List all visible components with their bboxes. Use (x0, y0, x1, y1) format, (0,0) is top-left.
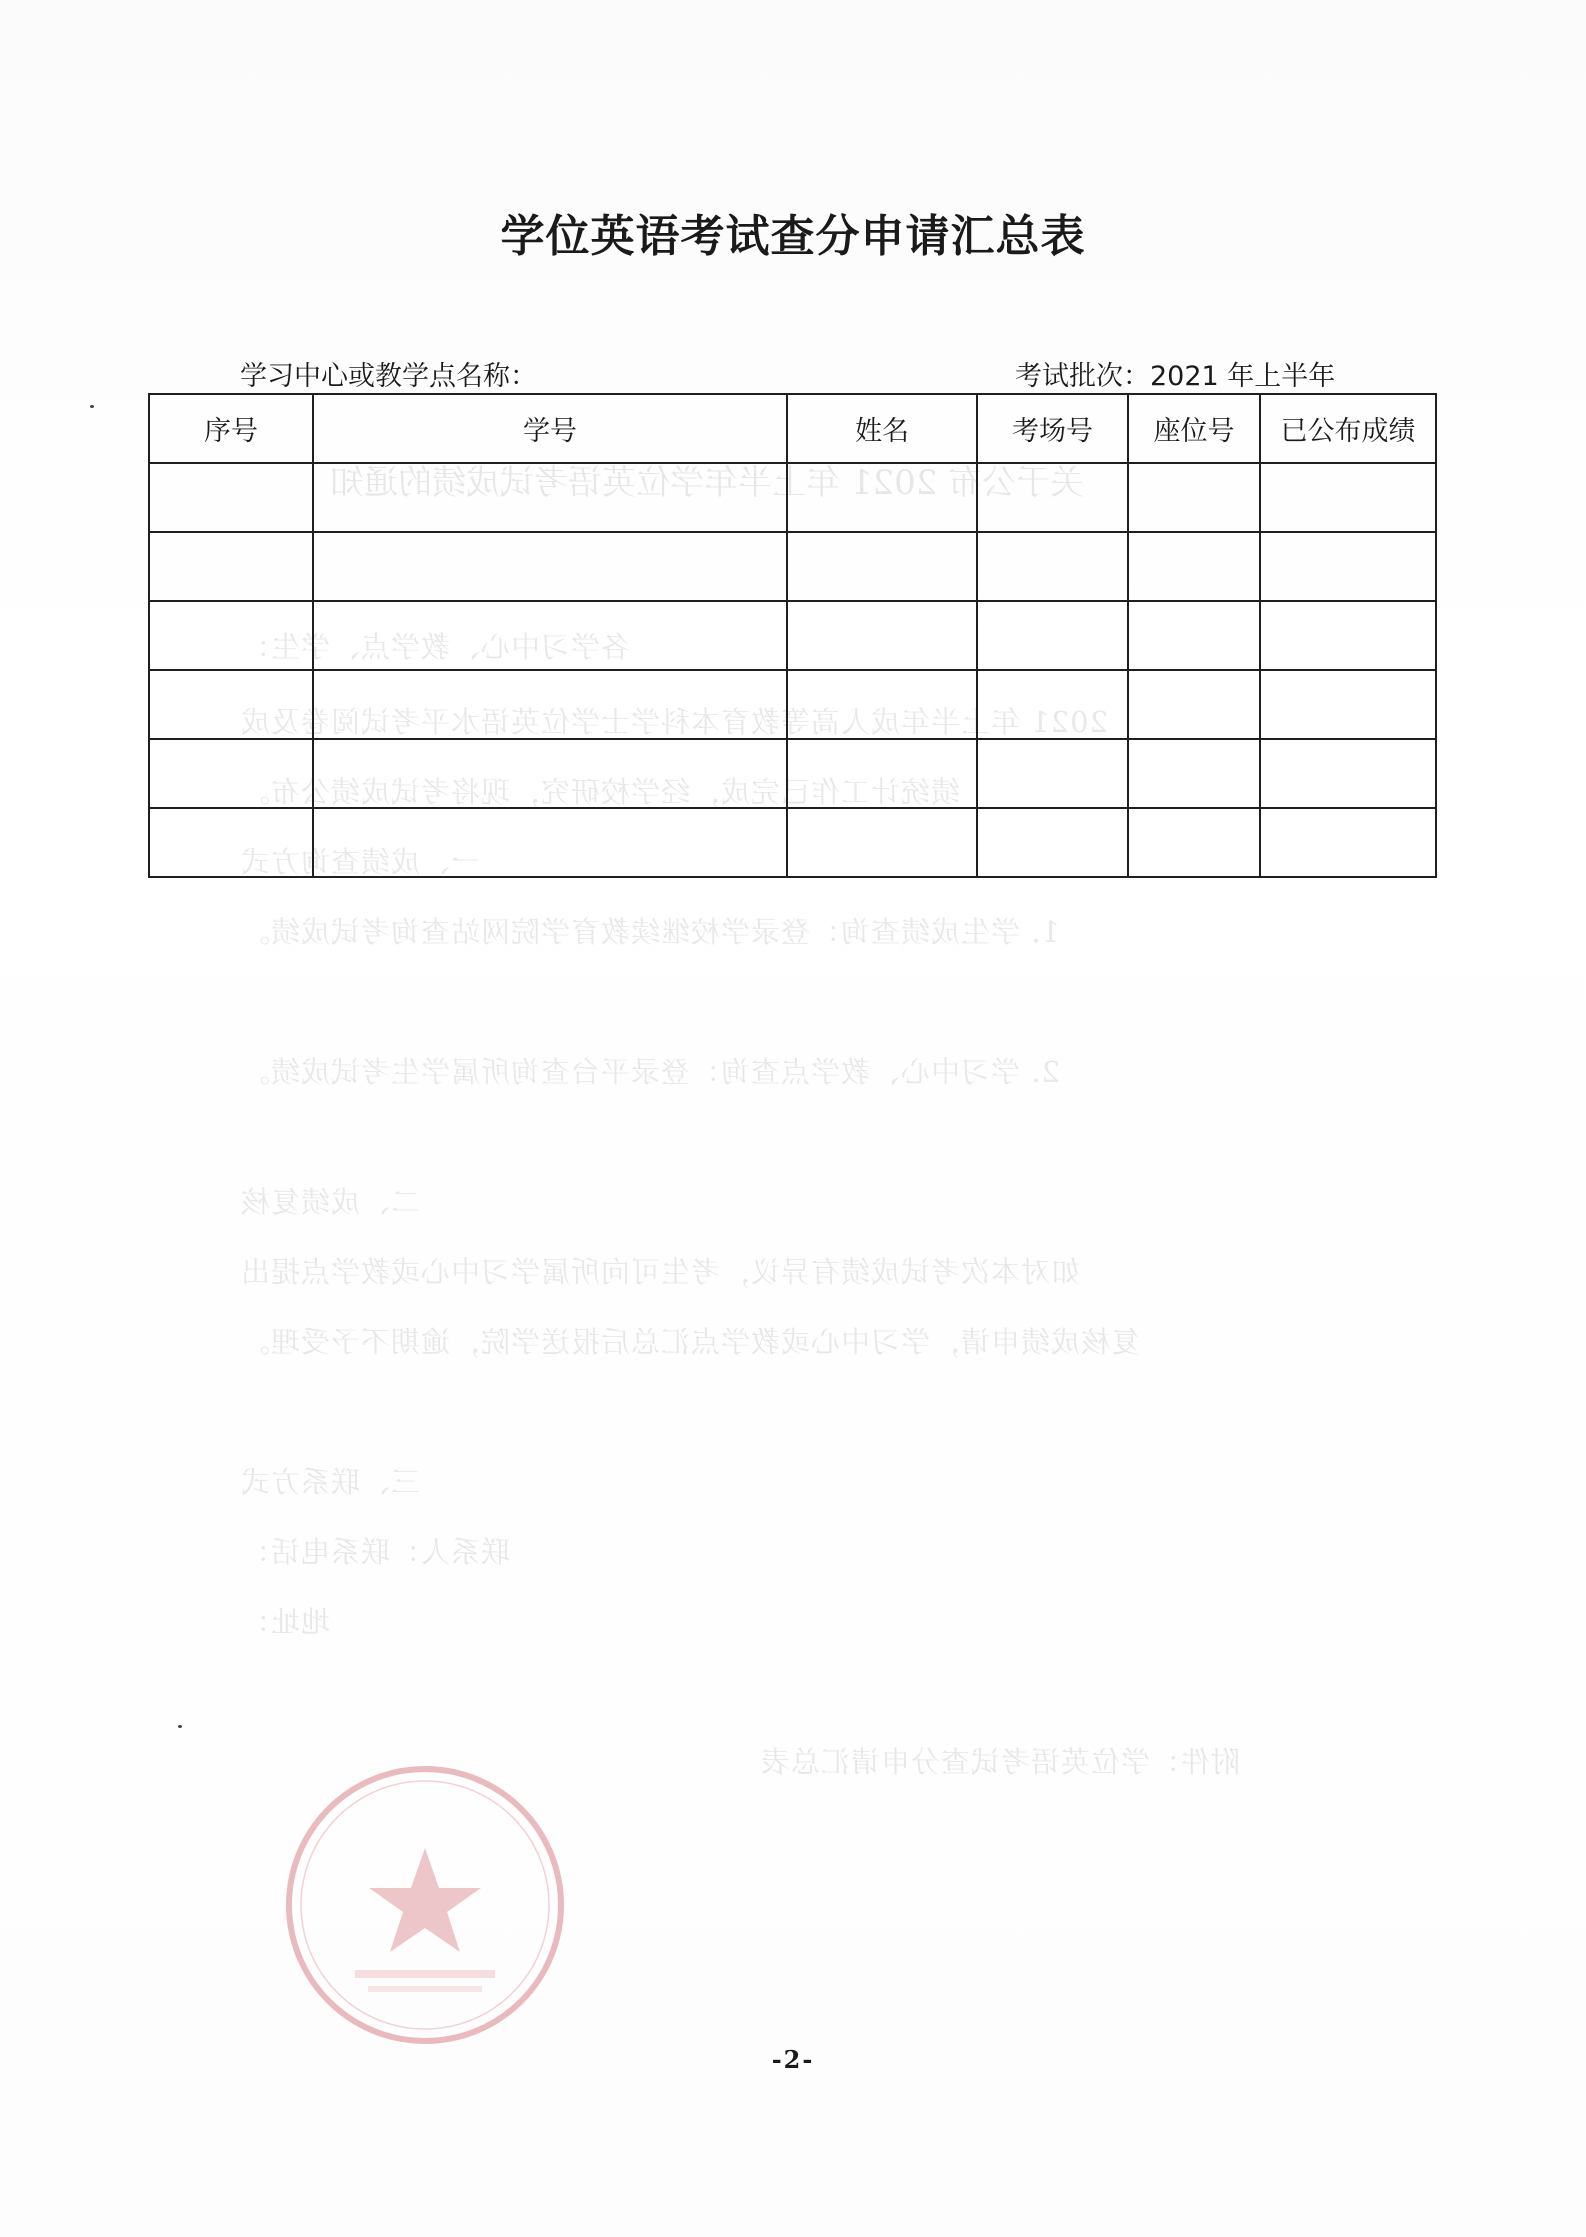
table-cell (313, 670, 787, 739)
table-cell (1128, 808, 1260, 877)
table-cell (313, 601, 787, 670)
table-cell (149, 670, 313, 739)
table-cell (977, 670, 1128, 739)
column-header-name: 姓名 (787, 394, 977, 463)
table-cell (977, 532, 1128, 601)
column-header-serial-number: 序号 (149, 394, 313, 463)
column-header-exam-room: 考场号 (977, 394, 1128, 463)
table-cell (1260, 601, 1436, 670)
column-header-seat-number: 座位号 (1128, 394, 1260, 463)
column-header-student-id: 学号 (313, 394, 787, 463)
table-row (149, 739, 1436, 808)
table-cell (787, 739, 977, 808)
table-row (149, 670, 1436, 739)
table-row (149, 808, 1436, 877)
table-header-row (149, 394, 1436, 463)
table-cell (977, 601, 1128, 670)
table-cell (313, 739, 787, 808)
table-row (149, 601, 1436, 670)
table-cell (313, 532, 787, 601)
table-cell (149, 532, 313, 601)
table-cell (149, 601, 313, 670)
study-center-name-label: 学习中心或教学点名称： (240, 361, 537, 392)
table-row (149, 463, 1436, 532)
exam-batch-label: 考试批次：2021 年上半年 (1015, 361, 1336, 392)
column-header-published-score: 已公布成绩 (1260, 394, 1436, 463)
table-cell (787, 670, 977, 739)
table-cell (1260, 808, 1436, 877)
table-cell (1128, 670, 1260, 739)
table-cell (149, 463, 313, 532)
document-title: 学位英语考试查分申请汇总表 (500, 211, 1086, 262)
table-cell (149, 739, 313, 808)
table-cell (787, 601, 977, 670)
table-cell (977, 739, 1128, 808)
scan-speck (178, 1725, 182, 1728)
table-cell (1260, 532, 1436, 601)
table-cell (1260, 670, 1436, 739)
table-cell (1260, 463, 1436, 532)
table-cell (313, 463, 787, 532)
scan-speck (90, 405, 94, 408)
table-cell (1128, 532, 1260, 601)
page-number: -2- (771, 2045, 815, 2074)
table-cell (787, 532, 977, 601)
table-cell (1128, 601, 1260, 670)
table-cell (977, 463, 1128, 532)
table-cell (1128, 463, 1260, 532)
table-cell (313, 808, 787, 877)
table-cell (787, 463, 977, 532)
table-cell (1260, 739, 1436, 808)
table-cell (787, 808, 977, 877)
table-row (149, 532, 1436, 601)
table-cell (1128, 739, 1260, 808)
score-inquiry-summary-table (148, 393, 1437, 878)
table-cell (149, 808, 313, 877)
table-cell (977, 808, 1128, 877)
official-seal-stamp (280, 1760, 570, 2050)
